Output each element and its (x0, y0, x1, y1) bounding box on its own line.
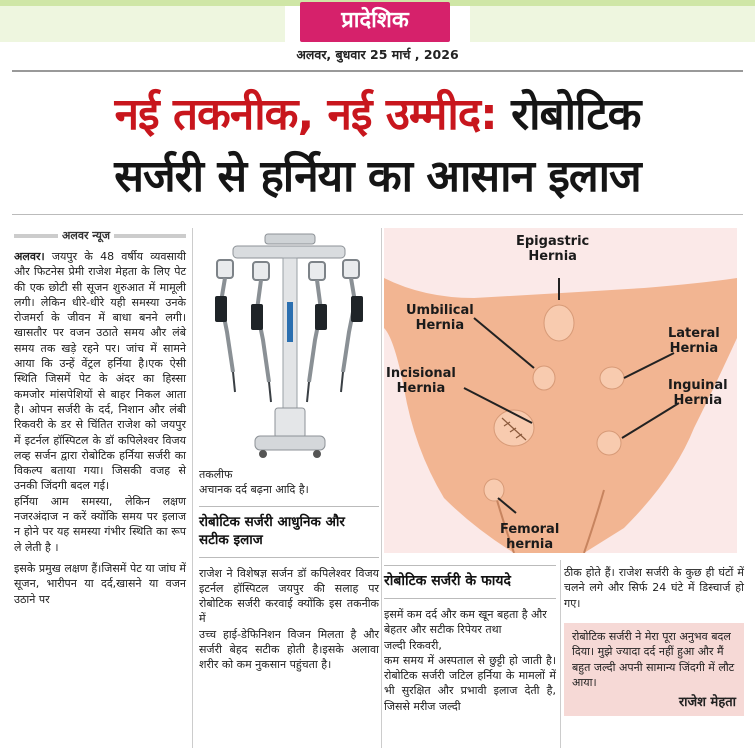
label-femoral: Femoral hernia (500, 522, 560, 552)
headline-line2: सर्जरी से हर्निया का आसान इलाज (114, 151, 641, 202)
para-1-text: जयपुर के 48 वर्षीय व्यवसायी और फिटनेस प्रेमी राजेश मेहता के लिए पेट की एक छोटी सी सूजन शुरुआत में मामूली लगी। लेकिन धीरे-धीरे यही समस्या उनके रोजमर्रा के जीवन में बाधा बनने लगी।खासतौर पर वजन उठाते समय और लंबे समय तक खड़े रहने पर। जांच में सामने आया कि उन्हें वेंट्रल हर्निया है।एक ऐसी स्थिति जिसमें पेट के अंदर का हिस्सा कमजोर मांसपेशियों से बाहर निकल आता है। ओपन सर्जरी के दर्द, निशान और लंबी रिकवरी के डर से चिंतित राजेश को जयपुर में इटर्नल हॉस्पिटल के डॉ कपिलेश्वर विजय लव्ह सर्जन द्वारा रोबोटिक हर्निया सर्जरी का विकल्प बताया गया। जिसकी वजह से उनकी जिंदगी बदल गई। (14, 250, 186, 493)
robot-illustration (205, 232, 373, 460)
column-2 (199, 467, 379, 673)
robot-image (205, 232, 373, 460)
quote-signature: राजेश मेहता (678, 694, 736, 710)
col3-para: इसमें कम दर्द और कम खून बहता है और बेहतर और सटीक रिपेयर तथा जल्दी रिकवरी, कम समय में अस्पताल से छुट्टी हो जाती है।रोबोटिक सर्जरी जटिल हर्निया के मामलों में भी सुरक्षित और प्रभावी इलाज देती है, जिससे मरीज जल्दी (384, 608, 556, 713)
col3-subhead: रोबोटिक सर्जरी के फायदे (384, 573, 511, 589)
col3-rule-2 (384, 598, 556, 599)
masthead-strip (0, 0, 755, 42)
headline-red-part: नई तकनीक, नई उम्मीद: (114, 89, 497, 140)
col2-continued-text: तकलीफ अचानक दर्द बढ़ना आदि है। (199, 468, 309, 497)
col3-rule (384, 565, 556, 566)
dateline-place: अलवर। (14, 250, 45, 263)
column-divider-3 (560, 560, 561, 748)
top-rule (12, 70, 743, 72)
dateline: अलवर, बुधवार 25 मार्च , 2026 (296, 47, 459, 62)
article-para-3: इसके प्रमुख लक्षण हैं।जिसमें पेट या जांघ में सूजन, भारीपन या दर्द,खासने या वजन उठाने पर (14, 561, 186, 606)
column-divider (192, 228, 193, 748)
label-umbilical: Umbilical Hernia (406, 303, 474, 333)
quote-box (564, 623, 744, 717)
col2-subhead: रोबोटिक सर्जरी आधुनिक और सटीक इलाज (199, 513, 345, 548)
label-lateral: Lateral Hernia (668, 326, 720, 356)
headline-rule (12, 214, 743, 215)
byline-bar-left (14, 234, 58, 238)
headline-line1 (0, 84, 755, 146)
quote-text: रोबोटिक सर्जरी ने मेरा पूरा अनुभव बदल दिया। मुझे ज्यादा दर्द नहीं हुआ और मैं बहुत जल्दी अपनी सामान्य जिंदगी में लौट आया। (572, 629, 735, 690)
column-4 (564, 565, 744, 716)
label-incisional: Incisional Hernia (386, 366, 456, 396)
column-1 (14, 228, 186, 607)
col4-para: ठीक होते हैं। राजेश सर्जरी के कुछ ही घंटों में चलने लगे और सिर्फ 24 घंटे में डिस्चार्ज हो गए। (564, 566, 744, 610)
article-para-2: हर्निया आम समस्या, लेकिन लक्षण नजरअंदाज न करें क्योंकि समय पर इलाज न होने पर यह समस्या गंभीर स्थिति का रूप ले लेती है । (14, 494, 186, 554)
byline-text: अलवर न्यूज (62, 229, 111, 242)
column-3 (384, 565, 556, 714)
col2-para: राजेश ने विशेषज्ञ सर्जन डॉ कपिलेश्वर विजय इटर्नल हॉस्पिटल जयपुर की सलाह पर रोबोटिक सर्जरी करवाई क्योंकि इस तकनीक में उच्च हाई-डेफिनिशन विजन मिलता है और सर्जरी बेहद सटीक होती है।इसके अलावा शरीर को कम नुकसान पहुंचता है। (199, 566, 379, 672)
column-divider-2 (381, 228, 382, 748)
green-band-left (0, 6, 285, 42)
headline (0, 84, 755, 208)
hernia-diagram (384, 228, 737, 553)
col2-rule (199, 506, 379, 507)
label-epigastric: Epigastric Hernia (516, 234, 590, 264)
label-inguinal: Inguinal Hernia (668, 378, 728, 408)
headline-black-part: रोबोटिक (496, 89, 641, 140)
byline (14, 228, 186, 243)
byline-bar-right (114, 234, 186, 238)
article-para-1 (14, 249, 186, 494)
col2-rule-2 (199, 557, 379, 558)
section-tab: प्रादेशिक (300, 2, 450, 42)
green-band-right (470, 6, 755, 42)
